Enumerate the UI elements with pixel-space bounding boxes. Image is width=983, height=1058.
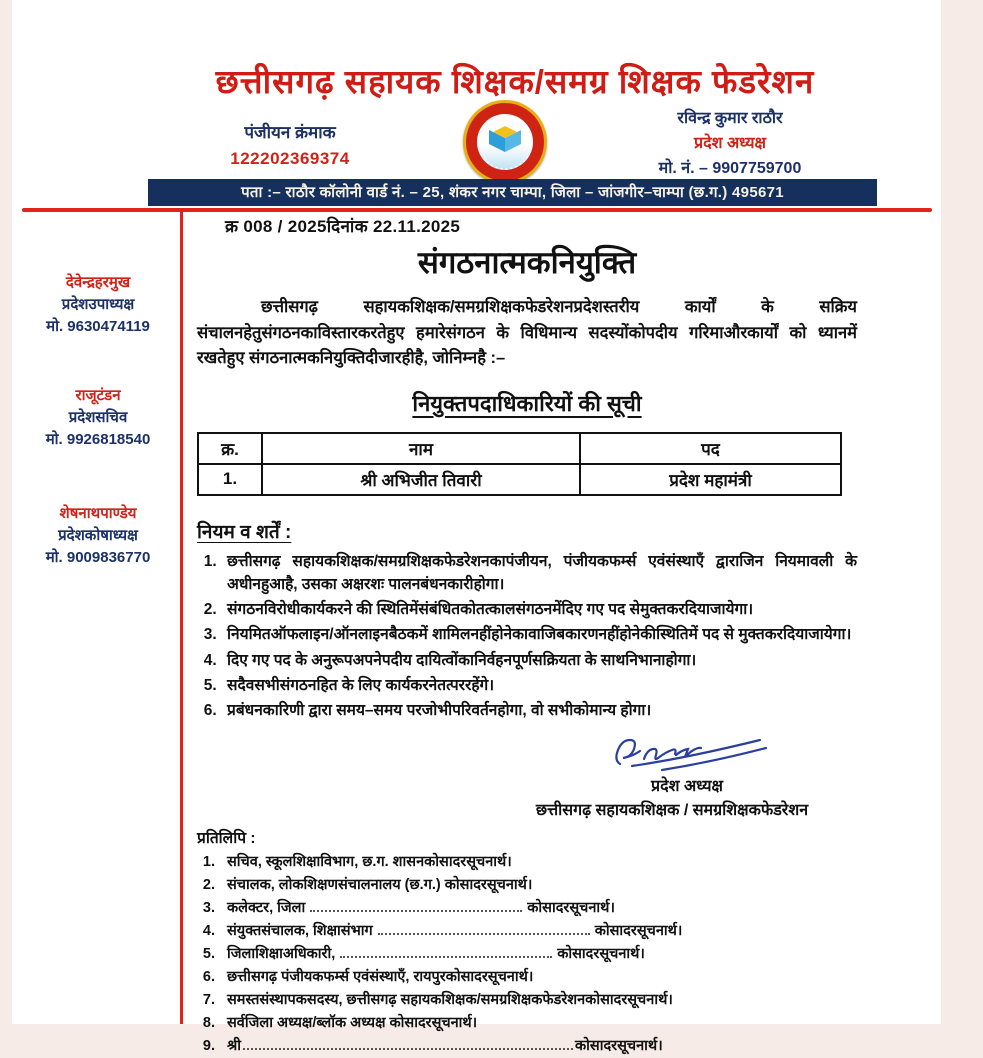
letter-body	[197, 214, 857, 1058]
cell-name: श्री अभिजीत तिवारी	[262, 464, 580, 495]
president-role: प्रदेश अध्यक्ष	[694, 135, 766, 152]
cell-post: प्रदेश महामंत्री	[580, 464, 841, 495]
copy-item: 6. छत्तीसगढ़ पंजीयकफर्म्स एवंसंस्थाएँ, रायपुरकोसादरसूचनार्थ।	[219, 966, 857, 989]
col-header-post: पद	[580, 433, 841, 464]
signature-block	[517, 728, 857, 820]
appointees-table	[197, 432, 842, 496]
rule-item: 3. नियमितऑफलाइन/ऑनलाइनबैठकमें शामिलनहींहोनेकावाजिबकारणनहींहोनेकीस्थितिमें पद से मुक्तकरदियाजायेगा।	[221, 623, 857, 646]
registration-label: पंजीयन क्रंमाक	[244, 123, 336, 142]
fill-in-blank-line	[310, 901, 522, 912]
address-bar: पता :– राठौर कॉलोनी वार्ड नं. – 25, शंकर नगर चाम्पा, जिला – जांजगीर–चाम्पा (छ.ग.) 495671	[148, 179, 877, 206]
table-header-row	[198, 433, 841, 464]
president-block	[615, 106, 845, 178]
contact-phone: मो. 9630474119	[46, 317, 150, 335]
rules-heading: नियम व शर्तें :	[197, 521, 292, 543]
table-row	[198, 464, 841, 495]
fill-in-blank-line	[340, 947, 552, 958]
rule-item: 6. प्रबंधनकारिणी द्वारा समय–समय परजोभीपरिवर्तनहोगा, वो सभीकोमान्य होगा।	[221, 699, 857, 722]
document-title: संगठनात्मकनियुक्ति	[417, 245, 637, 280]
copy-item: 8. सर्वजिला अध्यक्ष/ब्लॉक अध्यक्ष कोसादरसूचनार्थ।	[219, 1012, 857, 1035]
president-phone: मो. नं. – 9907759700	[658, 160, 802, 177]
organization-title: छत्तीसगढ़ सहायक शिक्षक/समग्र शिक्षक फेडरेशन	[215, 63, 815, 100]
cell-serial: 1.	[198, 464, 262, 495]
horizontal-divider	[22, 208, 932, 212]
fill-in-blank-line	[243, 1039, 573, 1050]
copy-item: 4. संयुक्तसंचालक, शिक्षासंभाग कोसादरसूचनार्थ।	[219, 920, 857, 943]
contact-role: प्रदेशसचिव	[68, 408, 128, 426]
contact-phone: मो. 9009836770	[45, 548, 151, 566]
intro-paragraph: छत्तीसगढ़ सहायकशिक्षक/समग्रशिक्षकफेडरेशनप्रदेशस्तरीय कार्यों के सक्रिय संचालनहेतुसंगठनकाविस्तारकरतेहुए हमारेसंगठन के विधिमान्य सदस्योंकोपदीय गरिमाऔरकार्यों को ध्यानमें रखतेहुए संगठनात्मकनियुक्तिदीजारहीहै, जोनिम्नहै :–	[197, 298, 857, 368]
copy-item: 1. सचिव, स्कूलशिक्षाविभाग, छ.ग. शासनकोसादरसूचनार्थ।	[219, 851, 857, 874]
rathore-signature-icon	[517, 728, 857, 774]
rule-item: 5. सदैवसभीसंगठनहित के लिए कार्यकरनेतत्पररहेंगे।	[221, 674, 857, 697]
contact-vice-president	[22, 272, 174, 337]
registration-block	[200, 120, 380, 169]
contact-secretary	[22, 385, 174, 450]
copies-list	[219, 851, 857, 1057]
copies-heading: प्रतिलिपि :	[197, 830, 256, 848]
col-header-serial: क्र.	[198, 433, 262, 464]
contact-name: शेषनाथपाण्डेय	[59, 505, 137, 522]
president-name: रविन्द्र कुमार राठौर	[677, 110, 783, 127]
copy-item: 3. कलेक्टर, जिला कोसादरसूचनार्थ।	[219, 897, 857, 920]
rule-item: 4. दिए गए पद के अनुरूपअपनेपदीय दायित्वोंकानिर्वहनपूर्णसक्रियता के साथनिभानाहोगा।	[221, 649, 857, 672]
appointees-list-title: नियुक्तपदाधिकारियों की सूची	[412, 390, 642, 416]
col-header-name: नाम	[262, 433, 580, 464]
signatory-organization: छत्तीसगढ़ सहायकशिक्षक / समग्रशिक्षकफेडरेशन	[535, 802, 809, 820]
reference-and-date-line: क्र 008 / 2025दिनांक 22.11.2025	[225, 217, 461, 236]
copy-item: 5. जिलाशिक्षाअधिकारी, कोसादरसूचनार्थ।	[219, 943, 857, 966]
copy-item: 9. श्री कोसादरसूचनार्थ।	[219, 1035, 857, 1058]
copy-item: 7. समस्तसंस्थापकसदस्य, छत्तीसगढ़ सहायकशिक्षक/समग्रशिक्षकफेडरेशनकोसादरसूचनार्थ।	[219, 989, 857, 1012]
rules-list	[221, 550, 857, 723]
contact-role: प्रदेशउपाध्यक्ष	[61, 295, 135, 313]
contact-name: देवेन्द्रहरमुख	[65, 274, 131, 291]
contact-name: राजूटंडन	[75, 387, 121, 404]
vertical-divider	[180, 212, 183, 1024]
registration-number: 122202369374	[230, 149, 350, 168]
contact-phone: मो. 9926818540	[45, 430, 151, 448]
signatory-role: प्रदेश अध्यक्ष	[651, 778, 723, 796]
rule-item: 1. छत्तीसगढ़ सहायकशिक्षक/समग्रशिक्षकफेडरेशनकापंजीयन, पंजीयकफर्म्स एवंसंस्थाएँ द्वाराजिन नियमावली के अधीनहुआहै, उसका अक्षरशः पालनबंधनकारीहोगा।	[221, 550, 857, 597]
contact-treasurer	[22, 503, 174, 568]
rule-item: 2. संगठनविरोधीकार्यकरने की स्थितिमेंसंबंधितकोतत्कालसंगठनमेंदिए गए पद सेमुक्तकरदियाजायेगा।	[221, 598, 857, 621]
copy-item: 2. संचालक, लोकशिक्षणसंचालनालय (छ.ग.) कोसादरसूचनार्थ।	[219, 874, 857, 897]
contact-role: प्रदेशकोषाध्यक्ष	[58, 526, 138, 544]
fill-in-blank-line	[378, 924, 590, 935]
